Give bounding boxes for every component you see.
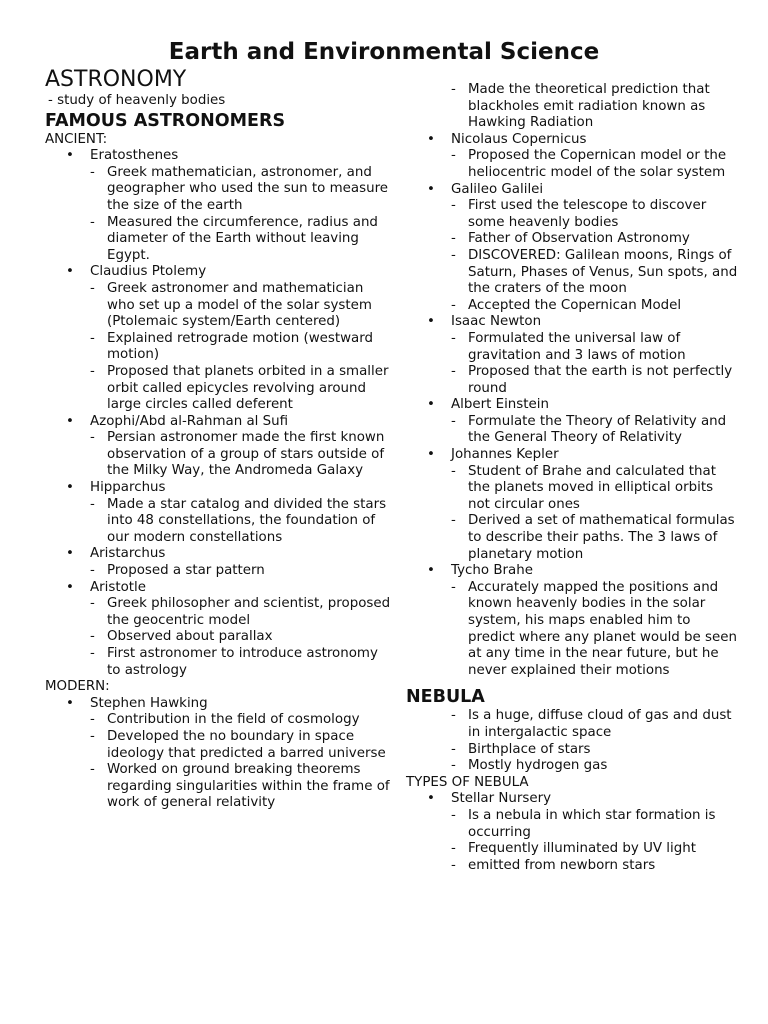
astronomer-item	[406, 132, 738, 182]
fact-item: - Student of Brahe and calculated that the planets moved in elliptical orbits not circular ones	[406, 464, 738, 514]
astronomer-item	[406, 314, 738, 397]
left-column	[45, 67, 395, 812]
astronomer-facts	[406, 331, 738, 397]
fact-item: - Greek philosopher and scientist, proposed the geocentric model	[45, 596, 395, 629]
astronomer-item	[406, 791, 738, 874]
fact-item: - Contribution in the field of cosmology	[45, 712, 395, 729]
astronomer-item	[406, 563, 738, 679]
hawking-continued-facts	[406, 82, 738, 132]
fact-item: - Developed the no boundary in space ideology that predicted a barred universe	[45, 729, 395, 762]
astronomer-facts	[406, 198, 738, 314]
nebula-types-list	[406, 791, 738, 874]
astronomer-name: • Johannes Kepler	[451, 447, 559, 463]
nebula-heading: NEBULA	[406, 687, 485, 708]
astronomer-facts	[45, 281, 395, 414]
astronomer-item	[45, 580, 395, 680]
right-column	[406, 82, 738, 874]
astronomer-facts	[45, 165, 395, 265]
astronomer-facts	[45, 497, 395, 547]
fact-item: - Proposed the Copernican model or the heliocentric model of the solar system	[406, 148, 738, 181]
fact-item: - Frequently illuminated by UV light	[406, 841, 738, 858]
fact-item: - Derived a set of mathematical formulas to describe their paths. The 3 laws of planetary motion	[406, 513, 738, 563]
page-title: Earth and Environmental Science	[168, 39, 600, 65]
fact-item: - Proposed that planets orbited in a smaller orbit called epicycles revolving around large circles called deferent	[45, 364, 395, 414]
modern-label: MODERN:	[45, 679, 110, 695]
astronomer-item	[45, 414, 395, 480]
astronomer-item	[45, 546, 395, 579]
astronomer-item	[45, 696, 395, 812]
fact-item: - Birthplace of stars	[406, 742, 738, 759]
fact-item: - Mostly hydrogen gas	[406, 758, 738, 775]
astronomer-name: • Nicolaus Copernicus	[451, 131, 587, 147]
astronomer-name: • Aristotle	[90, 579, 147, 595]
fact-item: - Proposed that the earth is not perfectly round	[406, 364, 738, 397]
fact-item: - Accepted the Copernican Model	[406, 298, 738, 315]
fact-item: - Accurately mapped the positions and known heavenly bodies in the solar system, his maps enabled him to predict where any planet would be seen at any time in the near future, but he never explained their motions	[406, 580, 738, 680]
fact-item: - Father of Observation Astronomy	[406, 231, 738, 248]
astronomy-heading: ASTRONOMY	[45, 67, 187, 92]
astronomer-name: • Isaac Newton	[451, 314, 542, 330]
astronomer-item	[406, 182, 738, 315]
astronomer-name: • Albert Einstein	[451, 397, 549, 413]
astronomer-name: • Stellar Nursery	[451, 791, 552, 807]
modern-astronomers-list-right	[406, 132, 738, 680]
fact-item: - Proposed a star pattern	[45, 563, 395, 580]
fact-item: - Measured the circumference, radius and diameter of the Earth without leaving Egypt.	[45, 215, 395, 265]
astronomer-name: • Aristarchus	[90, 546, 166, 562]
astronomer-facts	[45, 430, 395, 480]
fact-item: - Greek astronomer and mathematician who set up a model of the solar system (Ptolemaic system/Earth centered)	[45, 281, 395, 331]
fact-item: - First astronomer to introduce astronomy to astrology	[45, 646, 395, 679]
fact-item: - Is a huge, diffuse cloud of gas and dust in intergalactic space	[406, 708, 738, 741]
astronomer-item	[406, 447, 738, 563]
ancient-label: ANCIENT:	[45, 131, 108, 147]
modern-astronomers-list-left	[45, 696, 395, 812]
astronomer-facts	[406, 464, 738, 564]
fact-item: - DISCOVERED: Galilean moons, Rings of Saturn, Phases of Venus, Sun spots, and the craters of the moon	[406, 248, 738, 298]
astronomer-name: • Eratosthenes	[90, 148, 179, 164]
astronomer-item	[45, 264, 395, 413]
fact-item: - Greek mathematician, astronomer, and geographer who used the sun to measure the size of the earth	[45, 165, 395, 215]
astronomer-name: • Stephen Hawking	[90, 695, 208, 711]
astronomer-facts	[45, 596, 395, 679]
fact-item: - emitted from newborn stars	[406, 858, 738, 875]
fact-item: - Worked on ground breaking theorems regarding singularities within the frame of work of general relativity	[45, 762, 395, 812]
nebula-facts	[406, 708, 738, 774]
astronomy-definition: - study of heavenly bodies	[48, 93, 226, 108]
fact-item: - Persian astronomer made the first known observation of a group of stars outside of the Milky Way, the Andromeda Galaxy	[45, 430, 395, 480]
astronomer-name: • Azophi/Abd al-Rahman al Sufi	[90, 413, 289, 429]
fact-item: - Observed about parallax	[45, 629, 395, 646]
fact-item: - Formulate the Theory of Relativity and the General Theory of Relativity	[406, 414, 738, 447]
astronomer-name: • Claudius Ptolemy	[90, 264, 207, 280]
astronomer-facts	[406, 414, 738, 447]
astronomer-item	[406, 397, 738, 447]
ancient-astronomers-list	[45, 148, 395, 679]
astronomer-name: • Hipparchus	[90, 480, 166, 496]
astronomer-item	[45, 148, 395, 264]
astronomer-facts	[406, 580, 738, 680]
astronomer-facts	[406, 148, 738, 181]
astronomer-name: • Tycho Brahe	[451, 563, 533, 579]
astronomer-facts	[45, 712, 395, 812]
fact-item: - First used the telescope to discover some heavenly bodies	[406, 198, 738, 231]
astronomer-name: • Galileo Galilei	[451, 181, 544, 197]
astronomer-item	[45, 480, 395, 546]
fact-item: - Explained retrograde motion (westward motion)	[45, 331, 395, 364]
fact-item: - Made a star catalog and divided the stars into 48 constellations, the foundation of our modern constellations	[45, 497, 395, 547]
famous-astronomers-heading: FAMOUS ASTRONOMERS	[45, 110, 286, 131]
fact-item: - Made the theoretical prediction that blackholes emit radiation known as Hawking Radiation	[406, 82, 738, 132]
types-of-nebula-label: TYPES OF NEBULA	[406, 774, 529, 790]
astronomer-facts	[406, 808, 738, 874]
fact-item: - Formulated the universal law of gravitation and 3 laws of motion	[406, 331, 738, 364]
fact-item: - Is a nebula in which star formation is occurring	[406, 808, 738, 841]
astronomer-facts	[45, 563, 395, 580]
